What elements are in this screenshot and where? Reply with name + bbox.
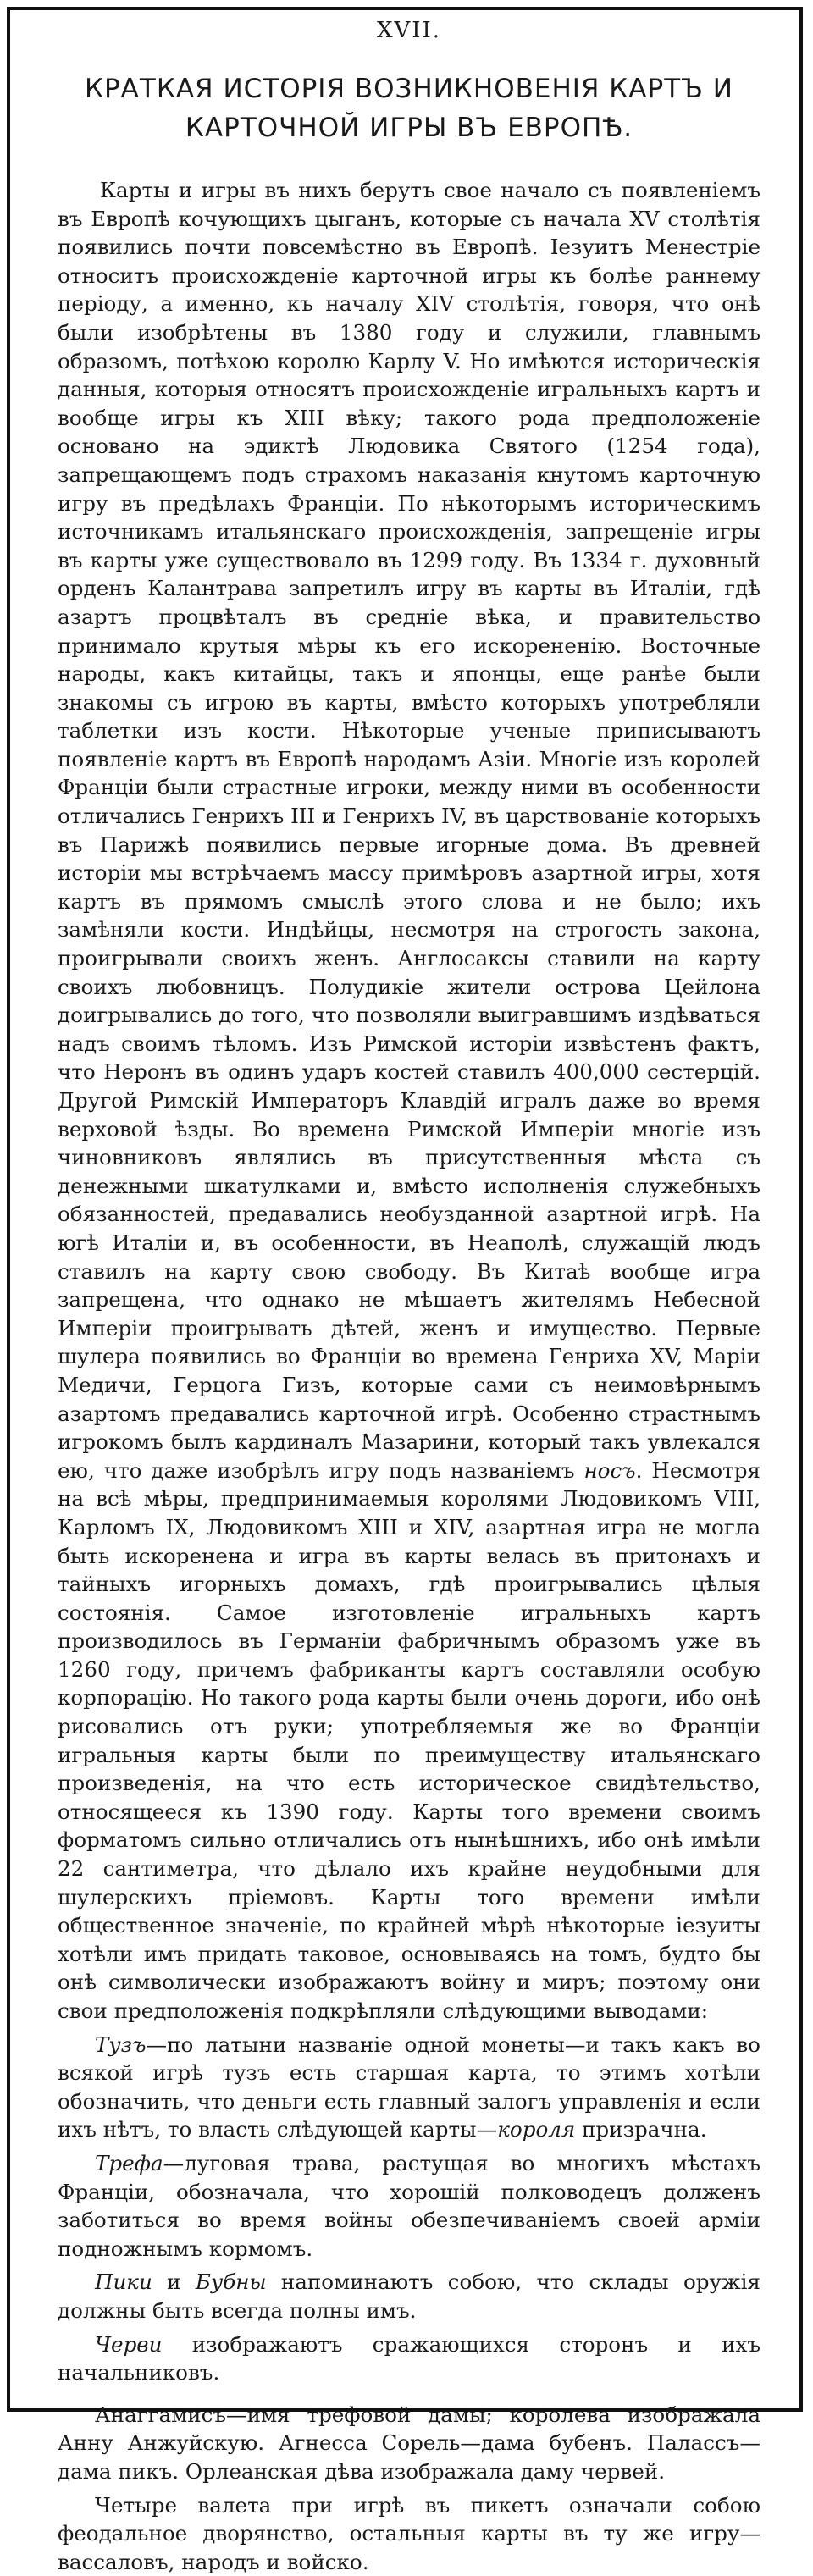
trefa-text: —луговая трава, растущая во многихъ мѣстахъ Франціи, обозначала, что хорошій полководецъ долженъ заботиться во время войны обезпечиваніемъ своей арміи подножнымъ кормомъ. (58, 2151, 760, 2261)
main-text: Карты и игры въ нихъ берутъ свое начало съ появленіемъ въ Европѣ кочующихъ цыганъ, которые съ начала XV столѣтія появились почти повсемѣстно въ Европѣ. Іезуитъ Менестріе относитъ происхожденіе карточной игры къ болѣе раннему періоду, а именно, къ началу XIV столѣтія, говоря, что онѣ были изобрѣтены въ 1380 году и служили, главнымъ образомъ, потѣхою королю Карлу V. Но имѣются историческія данныя, которыя относятъ происхожденіе игральныхъ картъ и вообще игры къ XIII вѣку; такого рода предположеніе основано на эдиктѣ Людовика Святого (1254 года), запрещающемъ подъ страхомъ наказанія кнутомъ карточную игру въ предѣлахъ Франціи. По нѣкоторымъ историческимъ источникамъ итальянскаго происхожденія, запрещеніе игры въ карты уже существовало въ 1299 году. Въ 1334 г. духовный орденъ Калантрава запретилъ игру въ карты въ Италіи, гдѣ азартъ процвѣталъ въ средніе вѣка, и правительство принимало крутыя мѣры къ его искорененію. Восточные народы, какъ китайцы, такъ и японцы, еще ранѣе были знакомы съ игрою въ карты, вмѣсто которыхъ употребляли таблетки изъ кости. Нѣкоторые ученые приписываютъ появленіе картъ въ Европѣ народамъ Азіи. Многіе изъ королей Франціи были страстные игроки, между ними въ особенности отличались Генрихъ III и Генрихъ IV, въ царствованіе которыхъ въ Парижѣ появились первые игорные дома. Въ древней исторіи мы встрѣчаемъ массу примѣровъ азартной игры, хотя картъ въ прямомъ смыслѣ этого слова и не было; ихъ замѣняли кости. Индѣйцы, несмотря на строгость закона, проигрывали своихъ женъ. Англосаксы ставили на карту своихъ любовницъ. Полудикіе жители острова Цейлона доигрывались до того, что позволяли выигравшимъ издѣваться надъ своимъ тѣломъ. Изъ Римской исторіи извѣстенъ фактъ, что Неронъ въ одинъ ударъ костей ставилъ 400,000 сестерцій. Другой Римскій Императоръ Клавдій игралъ даже во время верховой ѣзды. Во времена Римской Имперіи многіе изъ чиновниковъ являлись въ присутственныя мѣста съ денежными шкатулками и, вмѣсто исполненія служебныхъ обязанностей, предавались необузданной азартной игрѣ. На югѣ Италіи и, въ особенности, въ Неаполѣ, служащій людъ ставилъ на карту свою свободу. Въ Китаѣ вообще игра запрещена, что однако не мѣшаетъ жителямъ Небесной Имперіи проигрывать дѣтей, женъ и имущество. Первые шулера появились во Франціи во времена Генриха XV, Маріи Медичи, Герцога Гизъ, которые сами съ неимовѣрнымъ азартомъ предавались карточной игрѣ. Особенно страстнымъ игрокомъ былъ кардиналъ Мазарини, который такъ увлекался ею, что даже изобрѣлъ игру подъ названіемъ (58, 178, 760, 1483)
paragraph-tuz (58, 2031, 760, 2144)
paragraph-queens: Анаггамисъ—имя трефовой дамы; королева изображала Анну Анжуйскую. Агнесса Сорель—дама бубенъ. Палассъ—дама пикъ. Орлеанская дѣва изображала даму червей. (58, 2401, 760, 2486)
term-chervi: Черви (95, 2332, 162, 2357)
main-paragraph (58, 176, 760, 2026)
paragraph-chervi (58, 2330, 760, 2387)
chervi-text: изображаютъ сражающихся сторонъ и ихъ начальниковъ. (58, 2332, 760, 2385)
chapter-number: XVII. (58, 14, 760, 47)
page-border (7, 7, 803, 2412)
tuz-end: призрачна. (575, 2117, 706, 2142)
piki-and: и (152, 2269, 196, 2294)
tuz-italic: короля (497, 2117, 575, 2142)
main-italic-term: носъ (583, 1458, 635, 1483)
paragraph-piki-bubny (58, 2268, 760, 2324)
term-trefa: Трефа (95, 2151, 163, 2175)
term-tuz: Тузъ (95, 2032, 146, 2057)
tuz-text: —по латыни названіе одной монеты—и такъ какъ во всякой игрѣ тузъ есть старшая карта, то этимъ хотѣли обозначить, что деньги есть главный залогъ управленія и если ихъ нѣтъ, то власть слѣдующей карты— (58, 2032, 760, 2142)
main-text-continued: . Несмотря на всѣ мѣры, предпринимаемыя королями Людовикомъ VIII, Карломъ IX, Людовикомъ XIII и XIV, азартная игра не могла быть искоренена и игра въ карты велась въ притонахъ и тайныхъ игорныхъ домахъ, гдѣ проигрывались цѣлыя состоянія. Самое изготовленіе игральныхъ картъ производилось въ Германіи фабричнымъ образомъ уже въ 1260 году, причемъ фабриканты картъ составляли особую корпорацію. Но такого рода карты были очень дороги, ибо онѣ рисовались отъ руки; употребляемыя же во Франціи игральныя карты были по преимуществу итальянскаго произведенія, на что есть историческое свидѣтельство, относящееся къ 1390 году. Карты того времени своимъ форматомъ сильно отличались отъ нынѣшнихъ, ибо онѣ имѣли 22 сантиметра, что дѣлало ихъ крайне неудобными для шулерскихъ пріемовъ. Карты того времени имѣли общественное значеніе, по крайней мѣрѣ нѣкоторые іезуиты хотѣли имъ придать таковое, основываясь на томъ, будто бы онѣ символически изображаютъ войну и миръ; поэтому они свои предположенія подкрѣпляли слѣдующими выводами: (58, 1458, 760, 2023)
term-piki: Пики (95, 2269, 152, 2294)
piki-text: напоминаютъ собою, что склады оружія должны быть всегда полны имъ. (58, 2269, 760, 2323)
page-title: КРАТКАЯ ИСТОРІЯ ВОЗНИКНОВЕНІЯ КАРТЪ И КАРТОЧНОЙ ИГРЫ ВЪ ЕВРОПѢ. (58, 69, 760, 147)
paragraph-trefa (58, 2149, 760, 2263)
paragraph-valets: Четыре валета при игрѣ въ пикетъ означали собою феодальное дворянство, остальныя карты въ ту же игру—вассаловъ, народъ и войско. (58, 2491, 760, 2576)
term-bubny: Бубны (196, 2269, 267, 2294)
article-body (58, 176, 760, 2576)
document-page (58, 10, 760, 2576)
